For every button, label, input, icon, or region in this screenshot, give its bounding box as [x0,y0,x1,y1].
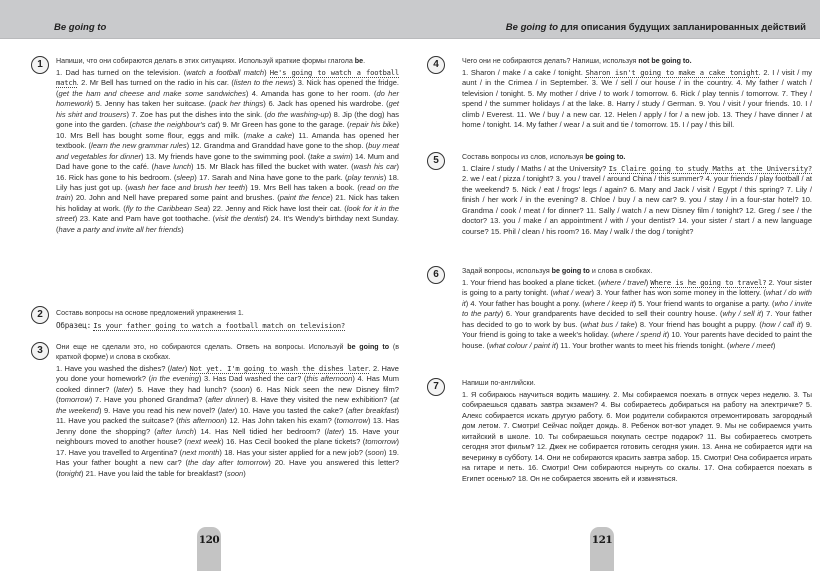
answer-text: Is your father going to watch a football match on television? [93,321,345,330]
exercise-item: 3. Your father has won some money in the lottery. (what / do with it) [462,288,812,308]
exercise-item: 9. Your friend is going to take a week's holiday. (where / spend it) [462,319,812,340]
exercise-item: 11. Have you packed the suitcase? (this afternoon) [56,416,230,426]
exercise-number: 4 [427,56,445,74]
hint-text: who / invite to the party [462,298,812,319]
exercise-item: 2. Have you done your homework? (in the evening) [56,364,399,384]
exercise-item: 6. Rick / play tennis / tomorrow. [671,88,782,98]
exercise-item: 21. Nick has taken his holiday at work. (fly to the Caribbean Sea) [56,193,399,213]
exercise-instruction: Напиши, что они собираются делать в этих ситуациях. Используй краткие формы глагола be. [56,57,366,65]
exercise-item: 13. My friends have gone to the swimming pool. (take a swim) [145,151,355,161]
exercise-item: 7. Have you phoned Grandma? (after dinner) [95,395,252,405]
exercise-item: 7. They / spend / the summer holidays / at the lake. [462,88,812,109]
hint-text: what colour / paint it [489,340,556,350]
exercise-item: 3. We / sell / our house / in the country. [591,78,737,88]
exercise-item: 2. Mr Bell has turned on the radio in his car. (listen to the news) [81,78,298,88]
exercise-6 [427,266,812,351]
hint-text: pack her things [211,99,264,109]
exercise-item: 9. Have you read his new novel? (later) [103,405,240,415]
exercise-item: 5. My mother / drive / to work / tomorrow. [527,88,672,98]
exercise-item: 11. Sally / watch / a new Disney film / tonight? [586,205,746,215]
hint-text: after dinner [207,395,247,405]
hint-text: next week [186,437,222,447]
exercise-item: 20. Have you answered this letter? (tonight) [56,458,399,478]
exercise-item: 12. Grandma and Granddad have gone to the shop. (buy meat and vegetables for dinner) [56,141,399,161]
hint-text: after lunch [156,426,194,436]
hint-text: play tennis [347,172,384,182]
exercise-number: 5 [427,152,445,170]
hint-text: fly to the Caribbean Sea [125,203,208,213]
exercise-item: 1. Have you washed the dishes? (later) Not yet. I'm going to wash the dishes later. [56,364,373,373]
exercise-item: 22. Jenny and Rick have lost their cat. (look for it in the street) [56,203,399,224]
exercise-item: 8. Have they visited the new exhibition? (at the weekend) [56,395,399,415]
exercise-item: 3. Nick has opened the fridge. (get the ham and cheese and make some sandwiches) [56,78,399,98]
page-number-tab [590,527,614,571]
exercise-item: 6. Your grandparents have decided to sell their country house. (why / sell it) [505,309,767,319]
hint-text: what bus / take [582,319,635,329]
answer-text: Where is he going to travel? [650,278,767,287]
hint-text: how / call it [761,319,801,329]
hint-text: this afternoon [178,416,225,426]
exercise-body: 1. Я собираюсь научиться водить машину. 2. Мы собираемся поехать в отпуск через неделю. 3. Ты собираешься сдавать завтра экзамен? 4. Вы собираетесь добираться на работу на электричке? 5. Алекс собирается искать другую работу. 6. Мои родители собираются отремонтировать загородный дом летом. 7. Смотри! Сейчас пойдет дождь. 8. Ребенок вот-вот упадет. 9. Мы не собираемся учить китайский в школе. 10. Ты собираешься покупать сестре подарок? 11. Вы собираетесь смотреть сегодня этот фильм? 12. Джек не собирается готовить сегодня ужин. 13. Анна не собирается идти на вечеринку в субботу. 14. Они не собираются красить завтра забор. 15. Смотри! Она собирается играть на гитаре и петь. 16. Смотри! Они собираются нырнуть со скалы. 17. Она собирается поехать в Египет осенью? 18. Он не собирается звонить ей и извиняться. [462,390,812,483]
exercise-item: 15. Mr Black has filled the bucket with water. (wash his car) [196,162,399,172]
hint-text: in the evening [151,374,199,384]
hint-text: do her homework [56,88,399,109]
header-title: Be going to [54,22,107,33]
exercise-item: 18. Lily has just got up. (wash her face and brush her teeth) [56,172,399,192]
exercise-item: 17. Have you travelled to Argentina? (next month) [56,447,225,457]
answer-text: Is Claire going to study Maths at the University? [608,164,812,173]
exercise-item: 5. Your friend wants to organise a party. (who / invite to the party) [462,298,812,319]
exercise-5 [427,152,812,237]
hint-text: look for it in the street [56,203,399,224]
exercise-item: 19. Has your father bought a new car? (the day after tomorrow) [56,447,400,468]
exercise-item: 12. Has John taken his exam? (tomorrow) [229,416,373,426]
exercise-item: 1. Your friend has booked a plane ticket. (where / travel) Where is he going to travel? [462,278,767,287]
sample-answer [56,321,399,330]
hint-text: paint the fence [279,193,331,203]
hint-text: repair his bike [349,120,397,130]
exercise-number: 1 [31,56,49,74]
exercise-item: 16. Rick has gone to his bedroom. (sleep) [56,172,200,182]
hint-text: chase the neighbour's cat [132,120,218,130]
exercise-item: 14. Mum and Dad have gone to the café. (have lunch) [56,151,399,172]
hint-text: do the washing-up [266,109,329,119]
header-title: Be going to для описания будущих запланированных действий [505,22,806,33]
exercise-item: 17. Sarah and Nina have gone to the park. (play tennis) [199,172,389,182]
hint-text: later [116,384,131,394]
exercise-item: 15. I / pay / this bill. [670,120,735,130]
exercise-item: 18. Has your sister applied for a new job? (soon) [224,447,389,457]
exercise-item: 6. Has Nick seen the new Disney film? (tomorrow) [56,384,399,405]
exercise-item: 10. Have you tasted the cake? (after breakfast) [239,405,399,415]
exercise-item: 3. you / travel / around China / this summer? [555,174,706,184]
exercise-item: 5. Jenny has taken her suitcase. (pack her things) [95,99,269,109]
exercise-item: 10. Grandma / cook / meat / for dinner? [462,195,812,215]
hint-text: watch a football match [186,68,265,77]
hint-text: why / sell it [722,309,761,319]
hint-text: this afternoon [306,374,353,384]
exercise-item: 8. Jip (the dog) has gone into the garden. (chase the neighbour's cat) [56,109,399,130]
exercise-item: 1. Claire / study / Maths / at the University? Is Claire going to study Maths at the University? [462,164,812,173]
exercise-item: 3. Has Dad washed the car? (this afternoon) [203,374,358,384]
hint-text: make a cake [246,130,293,140]
hint-text: where / spend it [613,330,667,340]
hint-text: tomorrow [336,416,368,426]
hint-text: where / travel [600,278,646,287]
exercise-item: 12. Helen / apply / for / a new job. [604,109,723,119]
exercise-item: 2. Your sister is going to a party tonight. (what / wear) [462,278,812,298]
hint-text: at the weekend [56,395,399,415]
exercise-item: 1. Dad has turned on the television. (watch a football match) He's going to watch a football match. [56,68,399,88]
hint-text: wash her face and brush her teeth [127,182,246,192]
hint-text: have lunch [154,162,192,172]
page-number: 121 [591,534,613,546]
page-header [0,0,410,39]
exercise-item: 5. Nick / eat / frogs' legs / again? [512,184,630,194]
exercise-2 [31,306,399,330]
exercise-instruction: Напиши по-английски. [462,379,536,387]
page-number-tab [197,527,221,571]
hint-text: next month [182,447,220,457]
hint-text: later [220,405,235,415]
exercise-3 [31,342,399,479]
exercise-item: 9. you / stay / in a four-star hotel? [679,195,802,205]
exercise-item: 13. Has Jenny done the shopping? (after lunch) [56,416,399,436]
exercise-item: 7. Your father has decided to go to work by bus. (what bus / take) [462,309,812,329]
exercise-item: 4. Has Mum cooked dinner? (later) [56,374,399,394]
exercise-1 [31,56,399,235]
exercise-item: 1. Sharon / make / a cake / tonight. Sharon isn't going to make a cake tonight. [462,68,764,77]
hint-text: where / meet [729,340,773,350]
exercise-item: 6. Jack has opened his wardrobe. (get his shirt and trousers) [56,99,399,119]
exercise-item: 8. Chloe / buy / a new car? [581,195,680,205]
exercise-instruction: Они еще не сделали это, но собираются сделать. Ответь на вопросы. Используй be going to (в краткой форме) и слова в скобках. [56,343,399,361]
hint-text: tomorrow [58,395,90,405]
exercise-item: 20. John and Nell have prepared some paint and brushes. (paint the fence) [75,193,336,203]
hint-text: have a party and invite all her friends [58,224,182,234]
exercise-item: 7. Lily / finish / her work / in the evening? [462,184,812,205]
exercise-item: 13. you / make / an appointment / with / your dentist? [489,216,679,226]
hint-text: get the ham and cheese and make some sandwiches [58,88,246,98]
hint-text: take a swim [310,151,351,161]
exercise-item: 21. Have you laid the table for breakfast? (soon) [85,468,246,478]
hint-text: later [170,364,185,373]
exercise-item: 10. Mrs Bell has bought some flour, eggs and milk. (make a cake) [56,130,299,140]
exercise-number: 2 [31,306,49,324]
exercise-item: 10. Your parents have decided to paint the house. (what colour / paint it) [462,330,812,350]
exercise-item: 11. Your brother wants to meet his friends tonight. (where / meet) [560,340,776,350]
hint-text: soon [226,468,244,478]
hint-text: listen to the news [233,78,293,88]
hint-text: what / do with it [462,288,812,308]
exercise-item: 16. May / walk / the dog / tonight? [581,226,694,236]
exercise-item: 14. My father / wear / a suit and tie / tomorrow. [513,120,671,130]
hint-text: visit the dentist [215,214,266,224]
exercise-item: 4. your friends / play football / at the weekend? [462,174,813,194]
hint-text: after breakfast [348,405,397,415]
exercise-4 [427,56,812,131]
exercise-item: 7. Zoe has put the dishes into the sink. (do the washing-up) [131,109,334,119]
exercise-item: 15. Phil / clean / his room? [490,226,582,236]
exercise-item: 10. I / climb / Everest. [462,99,812,119]
hint-text: read on the train [56,182,399,203]
exercise-instruction: Задай вопросы, используя be going to и слова в скобках. [462,267,653,275]
exercise-item: 4. Amanda has gone to her room. (do her homework) [56,88,399,109]
hint-text: learn the new grammar rules [91,141,187,151]
hint-text: soon [367,447,384,457]
page-header [410,0,820,39]
answer-text: Not yet. I'm going to wash the dishes later [189,364,369,373]
exercise-item: 4. Your father has bought a pony. (where / keep it) [470,298,639,308]
hint-text: later [326,426,342,436]
exercise-instruction: Составь вопросы на основе предложений упражнения 1. [56,309,244,317]
exercise-body [56,364,399,479]
exercise-item: 4. My father / watch / television / tonight. [462,78,812,98]
exercise-item: 15. Have your neighbours moved to another house? (next week) [56,426,400,447]
exercise-item: 11. Amanda has opened her textbook. (learn the new grammar rules) [56,130,399,151]
hint-text: tonight [58,468,82,478]
exercise-item: 2. we / eat / pizza / tonight? [462,174,556,184]
exercise-item: 8. Your friend has bought a puppy. (how / call it) [639,319,806,329]
exercise-item: 12. Greg / see / the doctor? [462,205,812,226]
exercise-7 [427,378,812,484]
exercise-item: 5. Have they had lunch? (soon) [137,384,257,394]
exercise-instruction: Чего они не собираются делать? Напиши, используя not be going to. [462,57,692,65]
exercise-item: 23. Kate and Pam have got toothache. (visit the dentist) [79,214,271,224]
hint-text: wash his car [353,162,397,172]
hint-text: tomorrow [365,437,397,447]
exercise-item: 8. Harry / study / German. [607,99,699,109]
hint-text: sleep [176,172,195,182]
exercise-body [56,68,399,235]
exercise-body [462,278,812,351]
exercise-item: 6. Mary and Jack / visit / Egypt / this spring? [629,184,787,194]
exercise-item: 2. I / visit / my aunt / in the Crimea / in September. [462,68,813,88]
exercise-body [462,164,812,237]
exercise-body [462,68,812,131]
page-number: 120 [198,534,220,546]
hint-text: get his shirt and trousers [56,99,399,119]
hint-text: what / wear [553,288,592,298]
exercise-number: 7 [427,378,445,396]
exercise-item: 24. It's Wendy's birthday next Sunday. (have a party and invite all her friends) [56,214,399,234]
exercise-number: 3 [31,342,49,360]
exercise-item: 9. Mr Green has gone to the garage. (repair his bike) [222,120,399,130]
exercise-item: 19. Mrs Bell has taken a book. (read on the train) [56,182,399,203]
exercise-number: 6 [427,266,445,284]
answer-text: Sharon isn't going to make a cake tonight [585,68,759,77]
hint-text: the day after tomorrow [188,458,269,468]
exercise-item: 16. Has Cecil booked the plane tickets? (tomorrow) [226,437,399,447]
exercise-item: 14. Has Nell tidied her bedroom? (later) [200,426,349,436]
exercise-item: 13. They / have dinner / at home / tonight. [462,109,812,130]
hint-text: buy meat and vegetables for dinner [56,141,399,161]
exercise-item: 11. We / buy / a new car. [516,109,605,119]
exercise-item: 9. You / visit / your friends. [698,99,793,109]
exercise-item: 14. your sister / start / a new language course? [462,216,812,236]
sample-label: Образец: [56,321,91,330]
answer-text: He's going to watch a football match [56,68,399,88]
exercise-instruction: Составь вопросы из слов, используя be going to. [462,153,626,161]
hint-text: where / keep it [584,298,634,308]
right-page [410,0,820,571]
hint-text: soon [233,384,250,394]
